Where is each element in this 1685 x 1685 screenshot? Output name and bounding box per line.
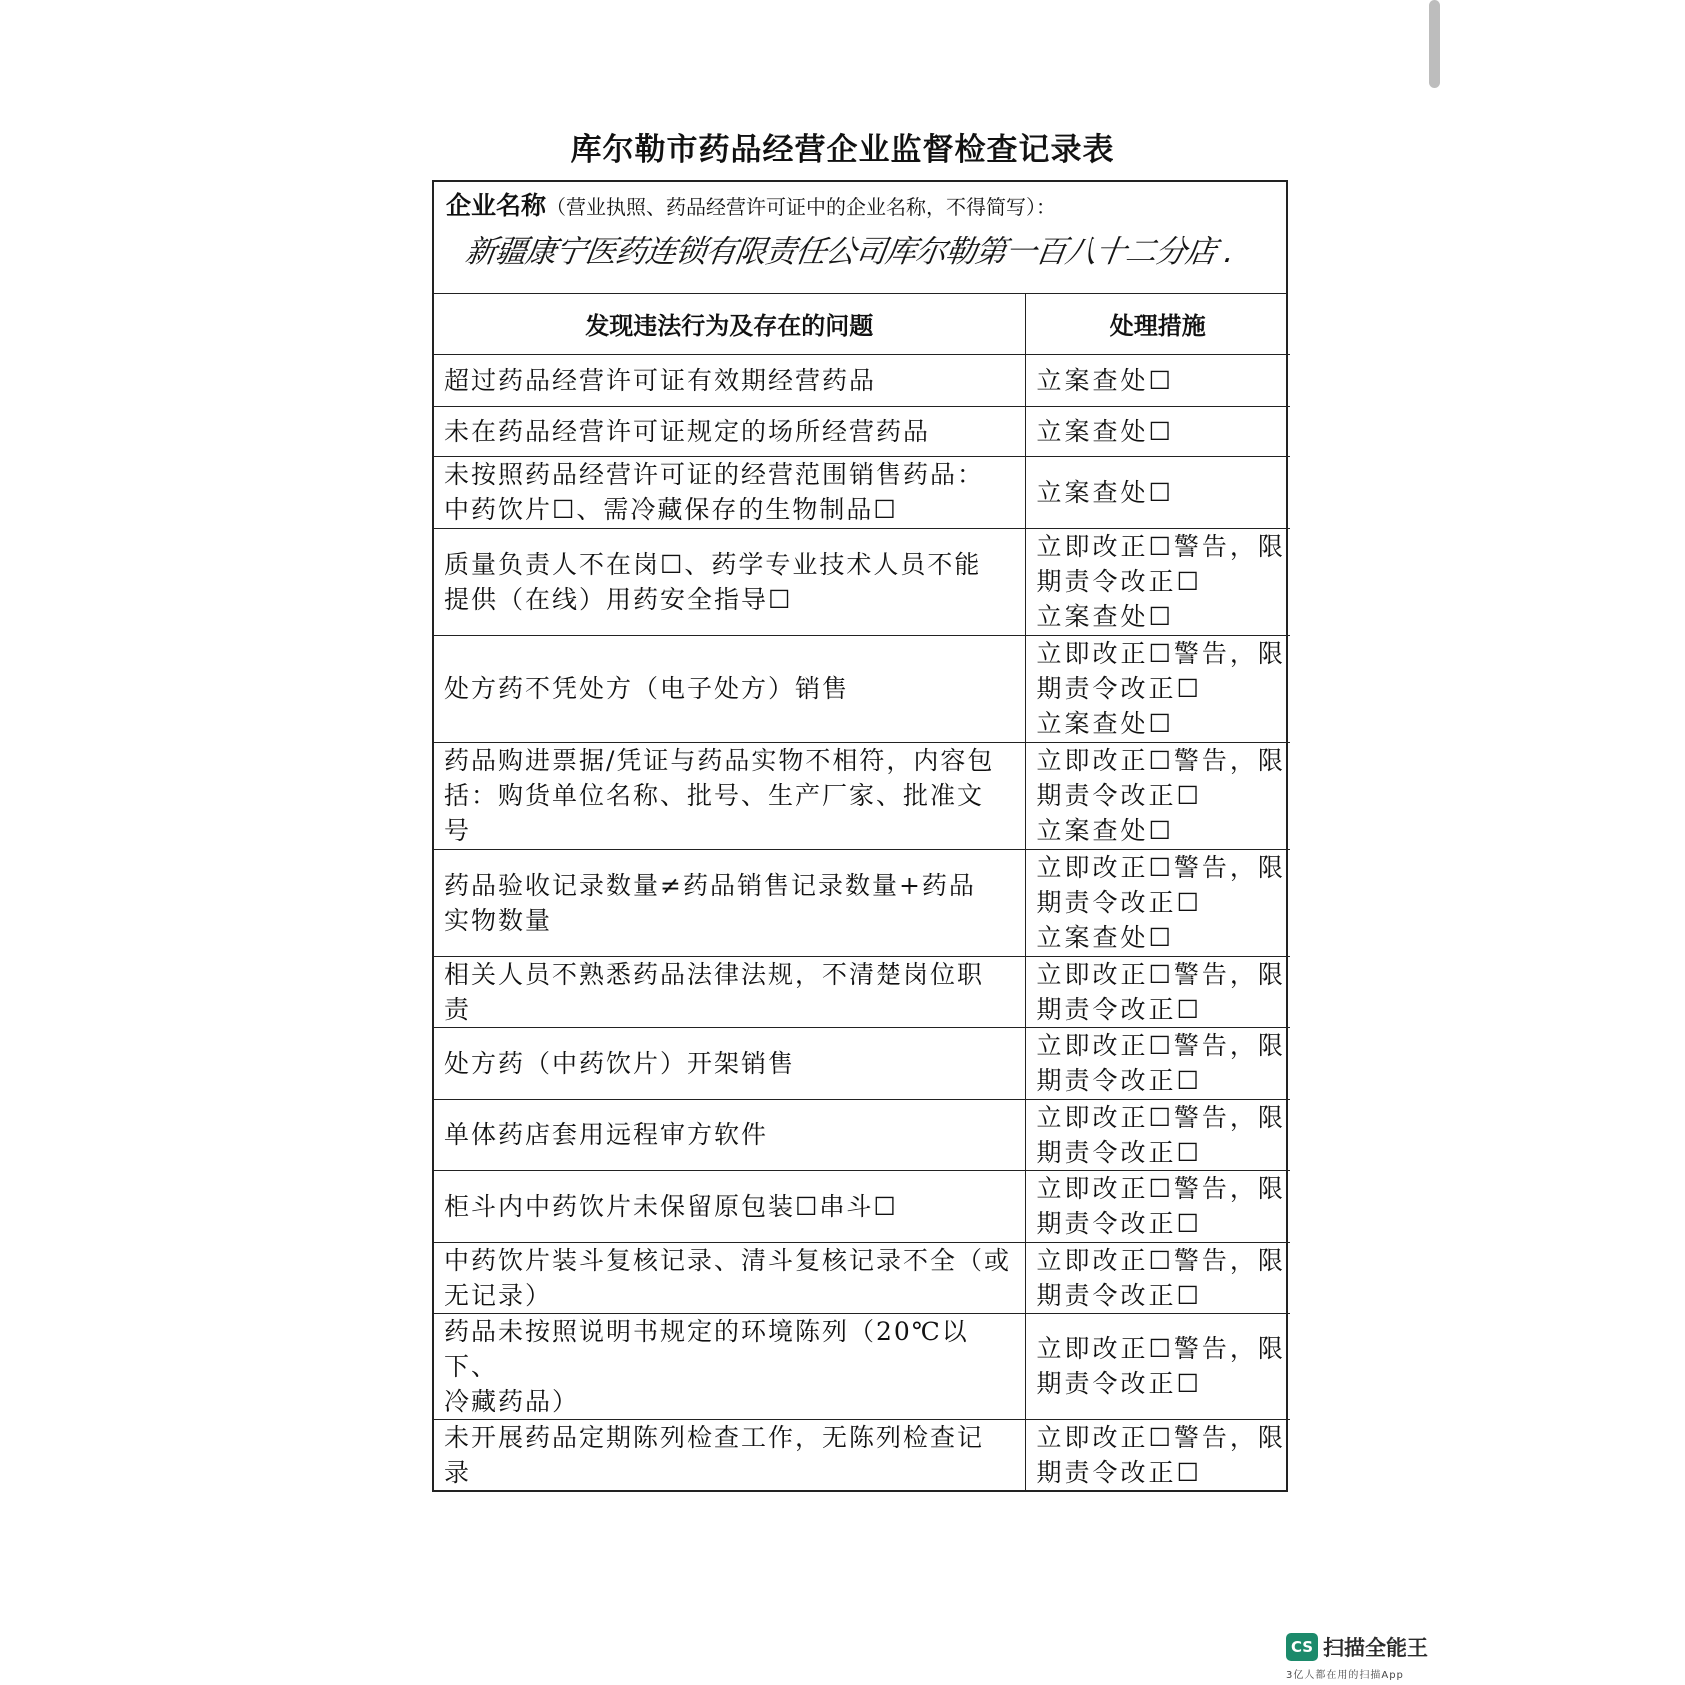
measure-line: 期责令改正☐ — [1036, 567, 1202, 596]
issue-line: 相关人员不熟悉药品法律法规，不清楚岗位职 — [444, 959, 985, 989]
issue-line: 质量负责人不在岗☐、药学专业技术人员不能 — [444, 549, 982, 579]
measure-cell — [1025, 1027, 1290, 1099]
issue-line: 未开展药品定期陈列检查工作，无陈列检查记 — [444, 1422, 985, 1452]
issue-line: 药品验收记录数量≠药品销售记录数量+药品 — [444, 870, 976, 900]
table-row — [434, 456, 1290, 528]
measure-cell — [1025, 956, 1290, 1027]
measure-cell — [1025, 528, 1290, 635]
measure-line: 立即改正☐警告，限 — [1036, 532, 1286, 561]
issue-line: 提供（在线）用药安全指导☐ — [444, 584, 793, 614]
measure-line: 立即改正☐警告，限 — [1036, 959, 1286, 989]
enterprise-name-handwritten: 新疆康宁医药连锁有限责任公司库尔勒第一百八十二分店 . — [462, 234, 1236, 270]
measure-cell — [1025, 1313, 1290, 1419]
measure-line: 立案查处☐ — [1036, 923, 1174, 952]
issue-line: 括：购货单位名称、批号、生产厂家、批准文 — [444, 781, 985, 810]
table-row — [434, 635, 1290, 742]
measure-cell — [1025, 635, 1290, 742]
table-row — [434, 528, 1290, 635]
measure-line: 期责令改正☐ — [1036, 1066, 1202, 1095]
measure-line: 立即改正☐警告，限 — [1036, 639, 1286, 668]
issue-cell — [434, 635, 1025, 742]
issue-cell — [434, 1313, 1025, 1419]
issue-line: 责 — [444, 994, 472, 1024]
measure-cell — [1025, 742, 1290, 849]
issue-cell — [434, 406, 1025, 456]
measure-line: 期责令改正☐ — [1036, 1209, 1202, 1238]
measure-line: 立案查处☐ — [1036, 709, 1174, 738]
enterprise-label: 企业名称 — [446, 191, 547, 220]
measure-cell — [1025, 406, 1290, 456]
header-issue: 发现违法行为及存在的问题 — [434, 294, 1025, 354]
issue-cell — [434, 849, 1025, 956]
table-row — [434, 1170, 1290, 1242]
issue-line: 冷藏药品） — [444, 1386, 580, 1416]
measure-line: 立案查处☐ — [1036, 365, 1174, 395]
measure-line: 期责令改正☐ — [1036, 1369, 1202, 1398]
issue-cell — [434, 742, 1025, 849]
issue-line: 录 — [444, 1457, 472, 1487]
table-header-row — [434, 294, 1290, 354]
issue-cell — [434, 1242, 1025, 1313]
measure-line: 立案查处☐ — [1036, 602, 1174, 631]
measure-cell — [1025, 1242, 1290, 1313]
issue-line: 药品未按照说明书规定的环境陈列（20℃以下、 — [444, 1316, 969, 1381]
issue-line: 未在药品经营许可证规定的场所经营药品 — [444, 416, 931, 446]
issue-cell — [434, 1027, 1025, 1099]
enterprise-section — [434, 182, 1286, 294]
issue-line: 无记录） — [444, 1280, 553, 1310]
measure-line: 立案查处☐ — [1036, 477, 1174, 507]
measure-line: 立即改正☐警告，限 — [1036, 853, 1286, 882]
measure-line: 期责令改正☐ — [1036, 1457, 1202, 1487]
issue-cell — [434, 528, 1025, 635]
measure-line: 期责令改正☐ — [1036, 781, 1202, 810]
table-row — [434, 1027, 1290, 1099]
inspection-form — [432, 180, 1288, 1492]
issue-line: 单体药店套用远程审方软件 — [444, 1120, 769, 1149]
issue-cell — [434, 1099, 1025, 1170]
issue-cell — [434, 1170, 1025, 1242]
table-row — [434, 354, 1290, 406]
table-row — [434, 849, 1290, 956]
camscanner-logo-icon: CS — [1286, 1633, 1318, 1661]
table-row — [434, 406, 1290, 456]
issue-cell — [434, 354, 1025, 406]
issue-cell — [434, 456, 1025, 528]
measure-cell — [1025, 456, 1290, 528]
header-measure: 处理措施 — [1025, 294, 1290, 354]
issue-cell — [434, 956, 1025, 1027]
measure-cell — [1025, 849, 1290, 956]
watermark-tagline: 3亿人都在用的扫描App — [1286, 1670, 1404, 1681]
issue-line: 实物数量 — [444, 905, 553, 935]
measure-line: 期责令改正☐ — [1036, 994, 1202, 1024]
issues-table — [434, 294, 1290, 1490]
measure-line: 立即改正☐警告，限 — [1036, 1031, 1286, 1060]
measure-line: 期责令改正☐ — [1036, 1137, 1202, 1167]
issue-line: 中药饮片装斗复核记录、清斗复核记录不全（或 — [444, 1245, 1012, 1275]
issue-cell — [434, 1419, 1025, 1490]
measure-line: 期责令改正☐ — [1036, 888, 1202, 917]
measure-cell — [1025, 1170, 1290, 1242]
issue-line: 号 — [444, 816, 472, 845]
issue-line: 未按照药品经营许可证的经营范围销售药品： — [444, 460, 985, 489]
measure-cell — [1025, 354, 1290, 406]
issue-line: 柜斗内中药饮片未保留原包装☐串斗☐ — [444, 1191, 898, 1221]
scanner-watermark — [1286, 1632, 1428, 1681]
measure-line: 立即改正☐警告，限 — [1036, 1102, 1286, 1132]
measure-cell — [1025, 1099, 1290, 1170]
enterprise-note: （营业执照、药品经营许可证中的企业名称，不得简写）： — [546, 195, 1057, 219]
table-row — [434, 1242, 1290, 1313]
measure-cell — [1025, 1419, 1290, 1490]
document-title: 库尔勒市药品经营企业监督检查记录表 — [570, 132, 1115, 168]
table-row — [434, 1099, 1290, 1170]
measure-line: 立案查处☐ — [1036, 816, 1174, 845]
measure-line: 立即改正☐警告，限 — [1036, 1245, 1286, 1275]
table-row — [434, 956, 1290, 1027]
issue-line: 药品购进票据/凭证与药品实物不相符，内容包 — [444, 746, 995, 775]
issue-line: 中药饮片☐、需冷藏保存的生物制品☐ — [444, 495, 898, 524]
issue-line: 处方药不凭处方（电子处方）销售 — [444, 674, 850, 703]
watermark-name: 扫描全能王 — [1323, 1636, 1428, 1660]
issue-line: 超过药品经营许可证有效期经营药品 — [444, 365, 877, 395]
measure-line: 立即改正☐警告，限 — [1036, 1422, 1286, 1452]
measure-line: 立案查处☐ — [1036, 416, 1174, 446]
table-row — [434, 1419, 1290, 1490]
issue-line: 处方药（中药饮片）开架销售 — [444, 1048, 796, 1078]
table-row — [434, 742, 1290, 849]
measure-line: 期责令改正☐ — [1036, 674, 1202, 703]
measure-line: 立即改正☐警告，限 — [1036, 1334, 1286, 1363]
scrollbar-thumb[interactable] — [1429, 0, 1440, 88]
measure-line: 立即改正☐警告，限 — [1036, 1174, 1286, 1203]
table-row — [434, 1313, 1290, 1419]
measure-line: 立即改正☐警告，限 — [1036, 746, 1286, 775]
measure-line: 期责令改正☐ — [1036, 1280, 1202, 1310]
